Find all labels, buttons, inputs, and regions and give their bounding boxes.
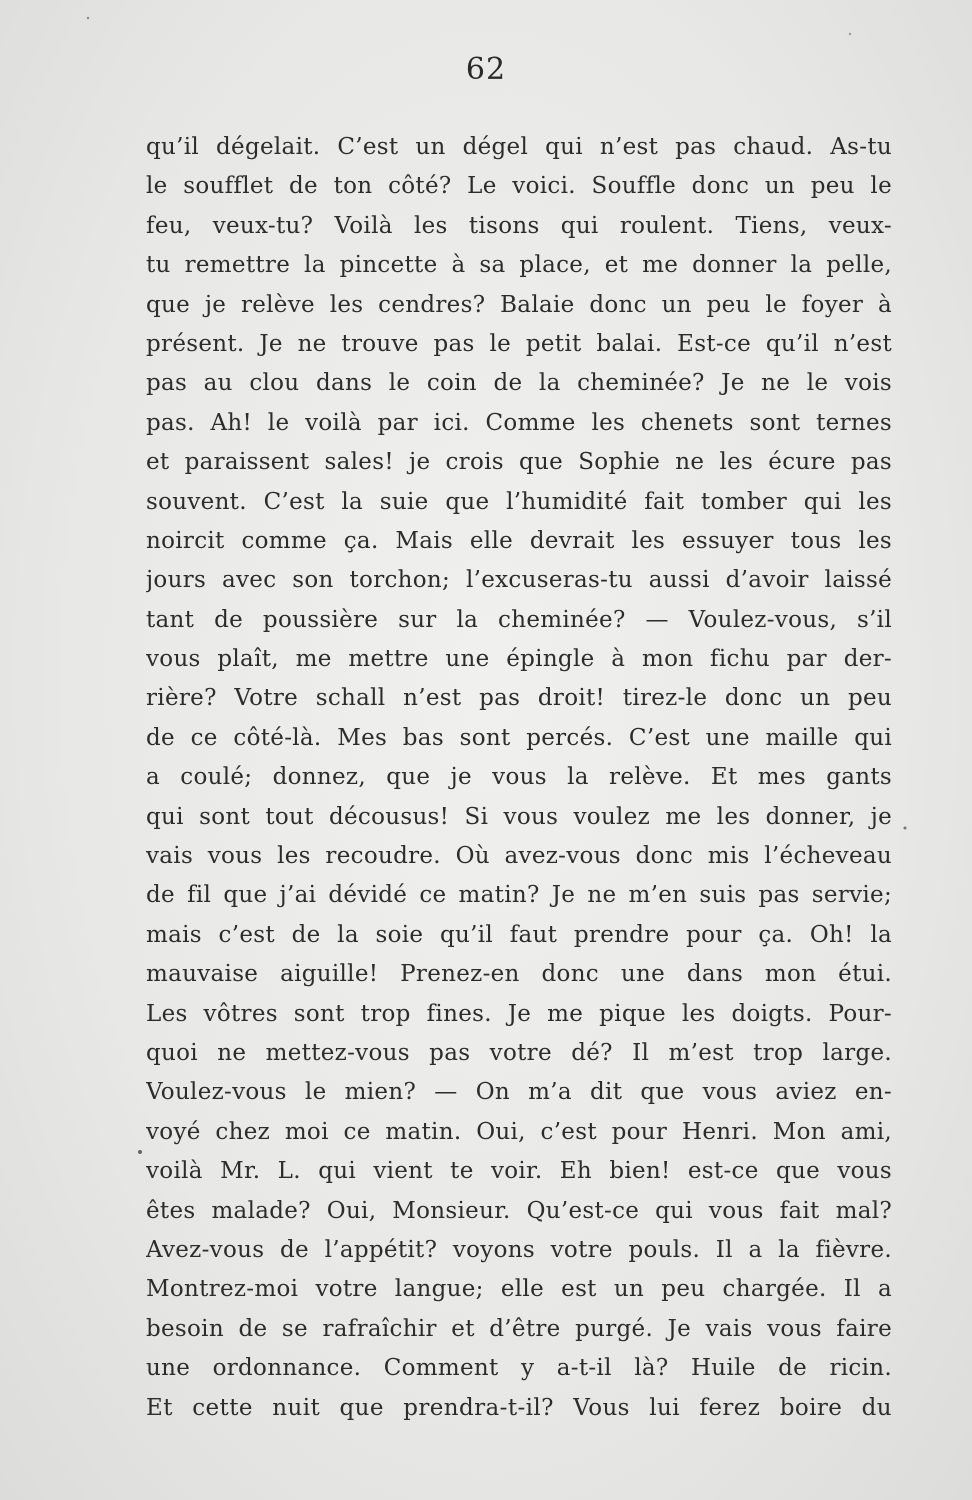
text-line: et paraissent sales! je crois que Sophie ne les écure pas — [146, 449, 892, 476]
text-line: que je relève les cendres? Balaie donc un peu le foyer à — [146, 291, 892, 318]
text-line: feu, veux-tu? Voilà les tisons qui roulent. Tiens, veux- — [146, 212, 892, 239]
text-line: quoi ne mettez-vous pas votre dé? Il m’est trop large. — [146, 1039, 892, 1066]
text-line: noircit comme ça. Mais elle devrait les essuyer tous les — [146, 527, 892, 554]
text-line: tu remettre la pincette à sa place, et me donner la pelle, — [146, 252, 892, 279]
text-line: Les vôtres sont trop fines. Je me pique les doigts. Pour- — [146, 1000, 892, 1027]
text-line: pas au clou dans le coin de la cheminée? Je ne le vois — [146, 370, 892, 397]
text-line: voyé chez moi ce matin. Oui, c’est pour Henri. Mon ami, — [146, 1118, 892, 1145]
text-line: de fil que j’ai dévidé ce matin? Je ne m’en suis pas servie; — [146, 882, 892, 909]
text-line: qui sont tout décousus! Si vous voulez me les donner, je — [146, 803, 892, 830]
text-line: présent. Je ne trouve pas le petit balai. Est-ce qu’il n’est — [146, 330, 892, 357]
text-line: une ordonnance. Comment y a-t-il là? Huile de ricin. — [146, 1355, 892, 1382]
text-line: souvent. C’est la suie que l’humidité fait tomber qui les — [146, 488, 892, 515]
text-line: Avez-vous de l’appétit? voyons votre pouls. Il a la fièvre. — [146, 1236, 892, 1263]
text-line: le soufflet de ton côté? Le voici. Souffle donc un peu le — [146, 173, 892, 200]
text-line: rière? Votre schall n’est pas droit! tirez-le donc un peu — [146, 685, 892, 712]
page-number: 62 — [465, 52, 507, 87]
text-line: Voulez-vous le mien? — On m’a dit que vous aviez en- — [146, 1079, 892, 1106]
text-line: tant de poussière sur la cheminée? — Voulez-vous, s’il — [146, 606, 892, 633]
text-line: Montrez-moi votre langue; elle est un peu chargée. Il a — [146, 1276, 892, 1303]
text-line: voilà Mr. L. qui vient te voir. Eh bien! est-ce que vous — [146, 1158, 892, 1185]
body-text — [146, 128, 892, 1428]
text-line: pas. Ah! le voilà par ici. Comme les chenets sont ternes — [146, 409, 892, 436]
text-line: a coulé; donnez, que je vous la relève. Et mes gants — [146, 764, 892, 791]
ink-speck — [904, 827, 907, 830]
text-line: mais c’est de la soie qu’il faut prendre pour ça. Oh! la — [146, 921, 892, 948]
text-line: de ce côté-là. Mes bas sont percés. C’est une maille qui — [146, 724, 892, 751]
text-line: vous plaît, me mettre une épingle à mon fichu par der- — [146, 646, 892, 673]
text-line: Et cette nuit que prendra-t-il? Vous lui ferez boire du — [146, 1394, 892, 1421]
text-line: mauvaise aiguille! Prenez-en donc une dans mon étui. — [146, 961, 892, 988]
text-line: qu’il dégelait. C’est un dégel qui n’est pas chaud. As-tu — [146, 134, 892, 160]
ink-speck — [138, 1150, 142, 1154]
text-line: êtes malade? Oui, Monsieur. Qu’est-ce qui vous fait mal? — [146, 1197, 892, 1224]
text-line: besoin de se rafraîchir et d’être purgé. Je vais vous faire — [146, 1315, 892, 1342]
ink-speck — [849, 33, 851, 35]
ink-speck — [87, 17, 89, 19]
text-line: vais vous les recoudre. Où avez-vous donc mis l’écheveau — [146, 843, 892, 870]
text-line: jours avec son torchon; l’excuseras-tu aussi d’avoir laissé — [146, 567, 892, 594]
